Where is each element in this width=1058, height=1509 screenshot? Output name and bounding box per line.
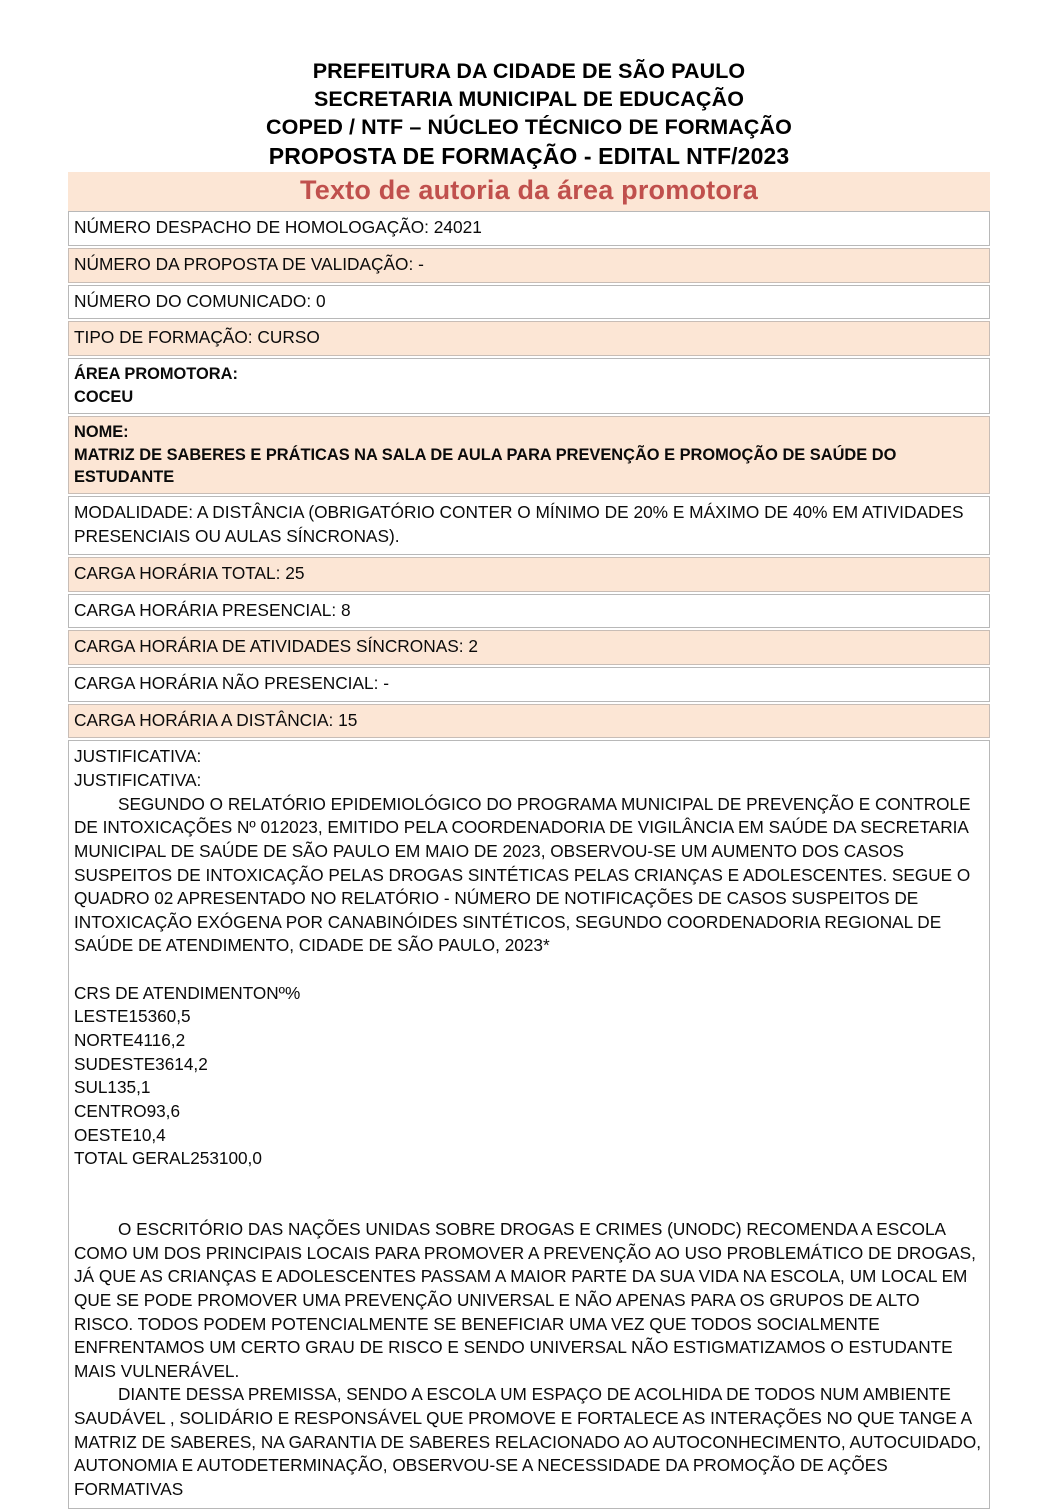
data-line-header: CRS DE ATENDIMENTONº% [74, 982, 301, 1003]
spacer-line [74, 1171, 983, 1195]
row-tipo-formacao-label: TIPO DE FORMAÇÃO: CURSO [74, 327, 320, 348]
row-numero-comunicado-label: NÚMERO DO COMUNICADO: 0 [74, 290, 326, 311]
carga-horaria-sincronas-label: CARGA HORÁRIA DE ATIVIDADES SÍNCRONAS: 2 [74, 636, 478, 657]
row-carga-horaria-total [68, 557, 990, 592]
carga-horaria-nao-presencial-label: CARGA HORÁRIA NÃO PRESENCIAL: - [74, 672, 389, 693]
section-title-banner [68, 172, 990, 212]
data-line-leste: LESTE15360,5 [74, 1006, 191, 1027]
data-line-centro: CENTRO93,6 [74, 1100, 181, 1121]
document-header [0, 0, 1058, 172]
header-line-prefeitura: PREFEITURA DA CIDADE DE SÃO PAULO [312, 59, 746, 83]
form-rows-container [68, 211, 990, 1508]
spacer-line [74, 1194, 983, 1218]
row-numero-proposta-validacao [68, 248, 990, 283]
intoxicacao-data-list [74, 982, 983, 1171]
carga-horaria-presencial-label: CARGA HORÁRIA PRESENCIAL: 8 [74, 599, 351, 620]
row-carga-horaria-nao-presencial [68, 667, 990, 702]
data-line-sul: SUL135,1 [74, 1077, 151, 1098]
justificativa-paragraph-3: DIANTE DESSA PREMISSA, SENDO A ESCOLA UM ESPAÇO DE ACOLHIDA DE TODOS NUM AMBIENTE SAUDÁVEL , SOLIDÁRIO E RESPONSÁVEL QUE PROMOVE E FORTALECE AS INTERAÇÕES NO QUE TANGE A MATRIZ DE SABERES, NA GARANTIA DE SABERES RELACIONADO AO AUTOCONHECIMENTO, AUTOCUIDADO, AUTONOMIA E AUTODETERMINAÇÃO, OBSERVOU-SE A NECESSIDADE DA PROMOÇÃO DE AÇÕES FORMATIVAS [74, 1384, 981, 1500]
justificativa-paragraph-2: O ESCRITÓRIO DAS NAÇÕES UNIDAS SOBRE DROGAS E CRIMES (UNODC) RECOMENDA A ESCOLA COMO UM DOS PRINCIPAIS LOCAIS PARA PROMOVER A PREVENÇÃO AO USO PROBLEMÁTICO DE DROGAS, JÁ QUE AS CRIANÇAS E ADOLESCENTES PASSAM A MAIOR PARTE DA SUA VIDA NA ESCOLA, UM LOCAL EM QUE SE PODE PROMOVER UMA PREVENÇÃO UNIVERSAL E NÃO APENAS PARA OS GRUPOS DE ALTO RISCO. TODOS PODEM POTENCIALMENTE SE BENEFICIAR UMA VEZ QUE TODOS SOCIALMENTE ENFRENTAMOS UM CERTO GRAU DE RISCO E SENDO UNIVERSAL NÃO ESTIGMATIZAMOS O ESTUDANTE MAIS VULNERÁVEL. [74, 1218, 976, 1381]
carga-horaria-distancia-label: CARGA HORÁRIA A DISTÂNCIA: 15 [74, 709, 358, 730]
data-line-oeste: OESTE10,4 [74, 1124, 166, 1145]
data-line-norte: NORTE4116,2 [74, 1029, 186, 1050]
carga-horaria-total-label: CARGA HORÁRIA TOTAL: 25 [74, 562, 305, 583]
data-line-sudeste: SUDESTE3614,2 [74, 1053, 208, 1074]
row-numero-proposta-validacao-label: NÚMERO DA PROPOSTA DE VALIDAÇÃO: - [74, 254, 424, 275]
nome-formacao-label: NOME: [74, 423, 129, 442]
header-line-secretaria: SECRETARIA MUNICIPAL DE EDUCAÇÃO [313, 86, 745, 111]
header-line-proposta-edital: PROPOSTA DE FORMAÇÃO - EDITAL NTF/2023 [268, 142, 790, 169]
modalidade-text: MODALIDADE: A DISTÂNCIA (OBRIGATÓRIO CONTER O MÍNIMO DE 20% E MÁXIMO DE 40% EM ATIVIDADES PRESENCIAIS OU AULAS SÍNCRONAS). [74, 502, 964, 547]
justificativa-heading-1: JUSTIFICATIVA: [74, 746, 202, 767]
row-numero-despacho-homologacao-label: NÚMERO DESPACHO DE HOMOLOGAÇÃO: 24021 [74, 217, 482, 238]
row-nome-formacao [68, 416, 990, 494]
nome-formacao-value: MATRIZ DE SABERES E PRÁTICAS NA SALA DE AULA PARA PREVENÇÃO E PROMOÇÃO DE SAÚDE DO ESTUDANTE [74, 445, 897, 487]
area-promotora-label: ÁREA PROMOTORA: [74, 365, 238, 384]
spacer-line [74, 958, 983, 982]
justificativa-heading-2: JUSTIFICATIVA: [74, 769, 202, 790]
header-line-coped-ntf: COPED / NTF – NÚCLEO TÉCNICO DE FORMAÇÃO [266, 114, 792, 139]
justificativa-paragraph-1: SEGUNDO O RELATÓRIO EPIDEMIOLÓGICO DO PROGRAMA MUNICIPAL DE PREVENÇÃO E CONTROLE DE INTOXICAÇÕES Nº 012023, EMITIDO PELA COORDENADORIA DE VIGILÂNCIA EM SAÚDE DA SECRETARIA MUNICIPAL DE SAÚDE DE SÃO PAULO EM MAIO DE 2023, OBSERVOU-SE UM AUMENTO DOS CASOS SUSPEITOS DE INTOXICAÇÃO PELAS DROGAS SINTÉTICAS PELAS CRIANÇAS E ADOLESCENTES. SEGUE O QUADRO 02 APRESENTADO NO RELATÓRIO - NÚMERO DE NOTIFICAÇÕES DE CASOS SUSPEITOS DE INTOXICAÇÃO EXÓGENA POR CANABINÓIDES SINTÉTICOS, SEGUNDO COORDENADORIA REGIONAL DE SAÚDE DE ATENDIMENTO, CIDADE DE SÃO PAULO, 2023* [74, 793, 971, 956]
row-carga-horaria-presencial [68, 594, 990, 629]
row-modalidade [68, 496, 990, 554]
row-carga-horaria-sincronas [68, 630, 990, 665]
section-title-text: Texto de autoria da área promotora [300, 174, 758, 205]
row-numero-despacho-homologacao [68, 211, 990, 246]
area-promotora-value: COCEU [74, 387, 134, 406]
row-justificativa [68, 740, 990, 1508]
row-carga-horaria-distancia [68, 704, 990, 739]
row-numero-comunicado [68, 285, 990, 320]
data-line-total-geral: TOTAL GERAL253100,0 [74, 1148, 262, 1169]
row-tipo-formacao [68, 321, 990, 356]
row-area-promotora [68, 358, 990, 414]
